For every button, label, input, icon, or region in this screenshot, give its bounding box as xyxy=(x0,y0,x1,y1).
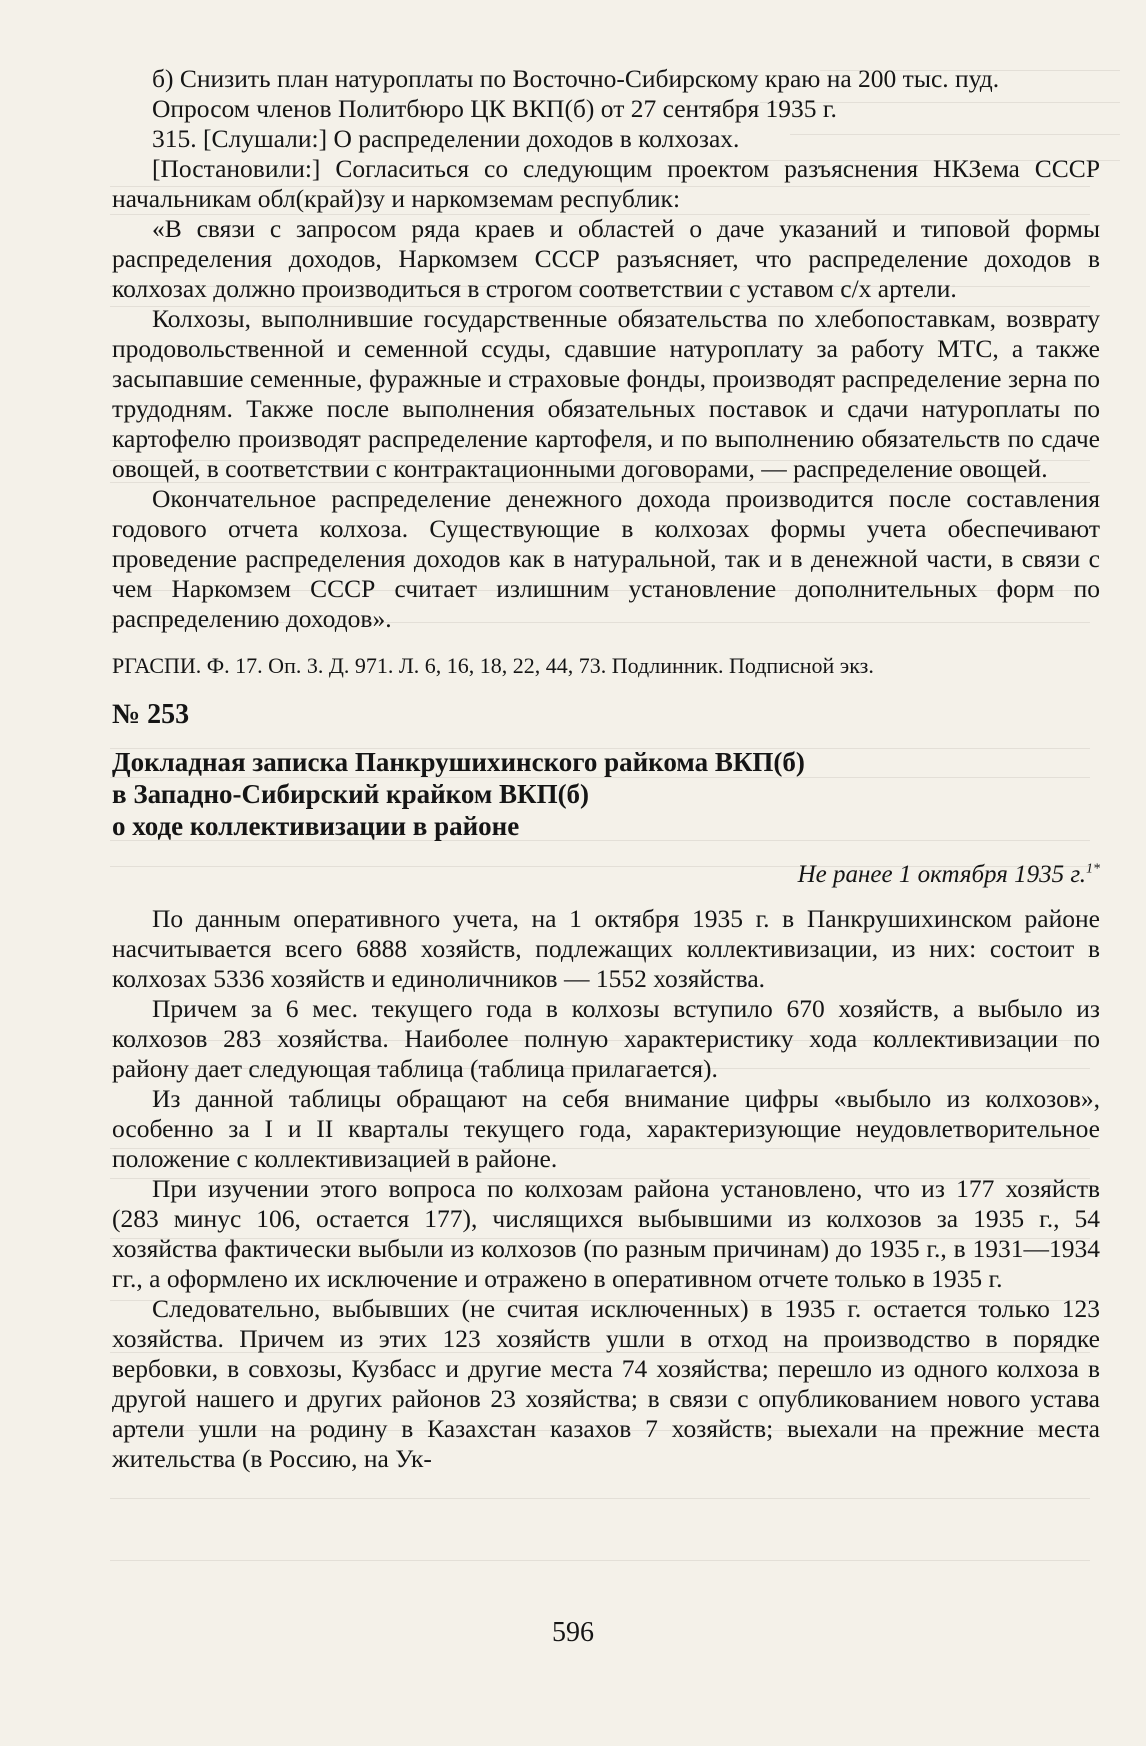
paragraph-11: При изучении этого вопроса по колхозам района установлено, что из 177 хозяйств (283 минус 106, остается 177), числящихся выбывшими из колхозов за 1935 г., 54 хозяйства фактически выбыли из колхозов (по разным причинам) до 1935 г., в 1931—1934 гг., а оформлено их исключение и отражено в оперативном отчете только в 1935 г. xyxy=(112,1174,1100,1293)
document-title-line: о ходе коллективизации в районе xyxy=(112,811,520,841)
paragraph-10: Из данной таблицы обращают на себя внимание цифры «выбыло из колхозов», особенно за I и II кварталы текущего года, характеризующие неудовлетворительное положение с коллективизацией в районе. xyxy=(112,1084,1100,1173)
paragraph-12: Следовательно, выбывших (не считая исключенных) в 1935 г. остается только 123 хозяйства. Причем из этих 123 хозяйств ушли в отход на производство в порядке вербовки, в совхозы, Кузбасс и другие места 74 хозяйства; перешло из одного колхоза в другой нашего и других районов 23 хозяйства; в связи с опубликованием нового устава артели ушли на родину в Казахстан казахов 7 хозяйств; выехали на прежние места жительства (в Россию, на Ук- xyxy=(112,1294,1100,1473)
report-body xyxy=(112,904,1100,1474)
document-page xyxy=(112,64,1100,1474)
paragraph-7: Окончательное распределение денежного дохода производится после составления годового отчета колхоза. Существующие в колхозах формы учета обеспечивают проведение распределения доходов как в натуральной, так и в денежной части, в связи с чем Наркомзем СССР считает излишним установление дополнительных форм по распределению доходов». xyxy=(112,484,1100,633)
paragraph-1: б) Снизить план натуроплаты по Восточно-Сибирскому краю на 200 тыс. пуд. xyxy=(152,64,1000,93)
paragraph-3: 315. [Слушали:] О распределении доходов в колхозах. xyxy=(152,124,740,153)
document-title xyxy=(112,746,1100,842)
footnote-marker: 1* xyxy=(1086,861,1100,877)
document-number: № 253 xyxy=(112,699,190,730)
paragraph-9: Причем за 6 мес. текущего года в колхозы вступило 670 хозяйств, а выбыло из колхозов 283 хозяйства. Наиболее полную характеристику хода коллективизации по району дает следующая таблица (таблица прилагается). xyxy=(112,994,1100,1083)
paragraph-8: По данным оперативного учета, на 1 октября 1935 г. в Панкрушихинском районе насчитывается всего 6888 хозяйств, подлежащих коллективизации, из них: состоит в колхозах 5336 хозяйств и единоличников — 1552 хозяйства. xyxy=(112,904,1100,993)
document-date-text: Не ранее 1 октября 1935 г. xyxy=(797,861,1086,888)
decision-section xyxy=(112,64,1100,634)
document-title-line: в Западно-Сибирский крайком ВКП(б) xyxy=(112,779,590,809)
paragraph-4: [Постановили:] Согласиться со следующим проектом разъяснения НКЗема СССР начальникам обл(край)зу и наркомземам республик: xyxy=(112,154,1100,213)
archival-source: РГАСПИ. Ф. 17. Оп. 3. Д. 971. Л. 6, 16, 18, 22, 44, 73. Подлинник. Подписной экз. xyxy=(112,653,874,678)
paragraph-2: Опросом членов Политбюро ЦК ВКП(б) от 27 сентября 1935 г. xyxy=(152,94,837,123)
paragraph-5: «В связи с запросом ряда краев и областей о даче указаний и типовой формы распределения доходов, Наркомзем СССР разъясняет, что распределение доходов в колхозах должно производиться в строгом соответствии с уставом с/х артели. xyxy=(112,214,1100,303)
document-date xyxy=(112,860,1100,890)
page-number: 596 xyxy=(552,1617,594,1648)
document-title-line: Докладная записка Панкрушихинского райкома ВКП(б) xyxy=(112,747,805,777)
paragraph-6: Колхозы, выполнившие государственные обязательства по хлебопоставкам, возврату продовольственной и семенной ссуды, сдавшие натуроплату за работу МТС, а также засыпавшие семенные, фуражные и страховые фонды, производят распределение зерна по трудодням. Также после выполнения обязательных поставок и сдачи натуроплаты по картофелю производят распределение картофеля, и по выполнению обязательств по сдаче овощей, в соответствии с контрактационными договорами, — распределение овощей. xyxy=(112,304,1100,483)
